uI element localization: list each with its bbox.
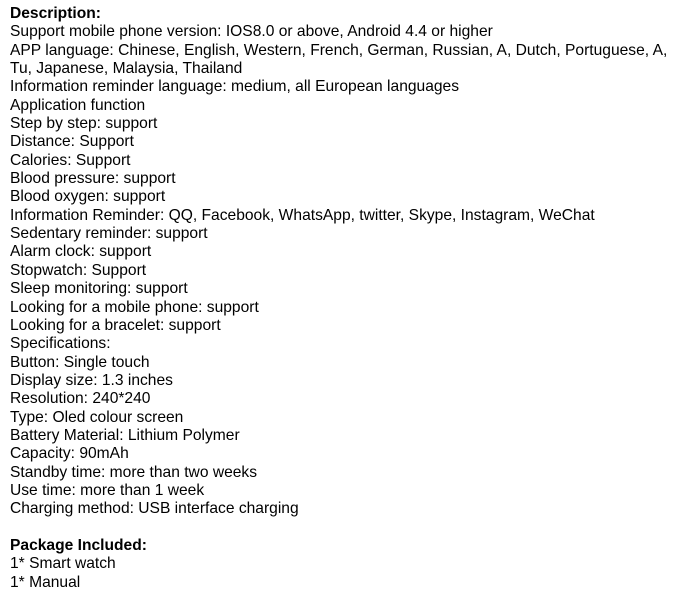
support-version-line: Support mobile phone version: IOS8.0 or above, Android 4.4 or higher [10, 23, 493, 41]
find-bracelet-line: Looking for a bracelet: support [10, 316, 221, 334]
package-heading: Package Included: [10, 536, 147, 554]
blood-oxygen-line: Blood oxygen: support [10, 188, 166, 206]
reminder-language-line: Information reminder language: medium, all European languages [10, 78, 460, 96]
stopwatch-line: Stopwatch: Support [10, 261, 147, 279]
screen-type-line: Type: Oled colour screen [10, 408, 184, 426]
application-function-line: Application function [10, 96, 146, 114]
step-line: Step by step: support [10, 115, 158, 133]
sedentary-reminder-line: Sedentary reminder: support [10, 225, 208, 243]
battery-material-line: Battery Material: Lithium Polymer [10, 426, 240, 444]
button-line: Button: Single touch [10, 353, 150, 371]
calories-line: Calories: Support [10, 151, 131, 169]
distance-line: Distance: Support [10, 133, 134, 151]
capacity-line: Capacity: 90mAh [10, 445, 129, 463]
charging-method-line: Charging method: USB interface charging [10, 500, 299, 518]
package-item-smart-watch: 1* Smart watch [10, 555, 116, 573]
alarm-clock-line: Alarm clock: support [10, 243, 152, 261]
display-size-line: Display size: 1.3 inches [10, 371, 173, 389]
sleep-monitoring-line: Sleep monitoring: support [10, 280, 188, 298]
app-language-continuation-line: Tu, Japanese, Malaysia, Thailand [10, 60, 243, 78]
specifications-line: Specifications: [10, 335, 111, 353]
use-time-line: Use time: more than 1 week [10, 481, 205, 499]
section-spacer [10, 519, 695, 537]
blood-pressure-line: Blood pressure: support [10, 170, 176, 188]
app-language-line: APP language: Chinese, English, Western, French, German, Russian, A, Dutch, Portuguese, A, [10, 41, 668, 59]
product-description-document [10, 5, 695, 592]
standby-time-line: Standby time: more than two weeks [10, 463, 258, 481]
description-heading: Description: [10, 5, 101, 22]
resolution-line: Resolution: 240*240 [10, 390, 151, 408]
package-item-manual: 1* Manual [10, 573, 81, 591]
information-reminder-line: Information Reminder: QQ, Facebook, WhatsApp, twitter, Skype, Instagram, WeChat [10, 206, 595, 224]
find-phone-line: Looking for a mobile phone: support [10, 298, 259, 316]
